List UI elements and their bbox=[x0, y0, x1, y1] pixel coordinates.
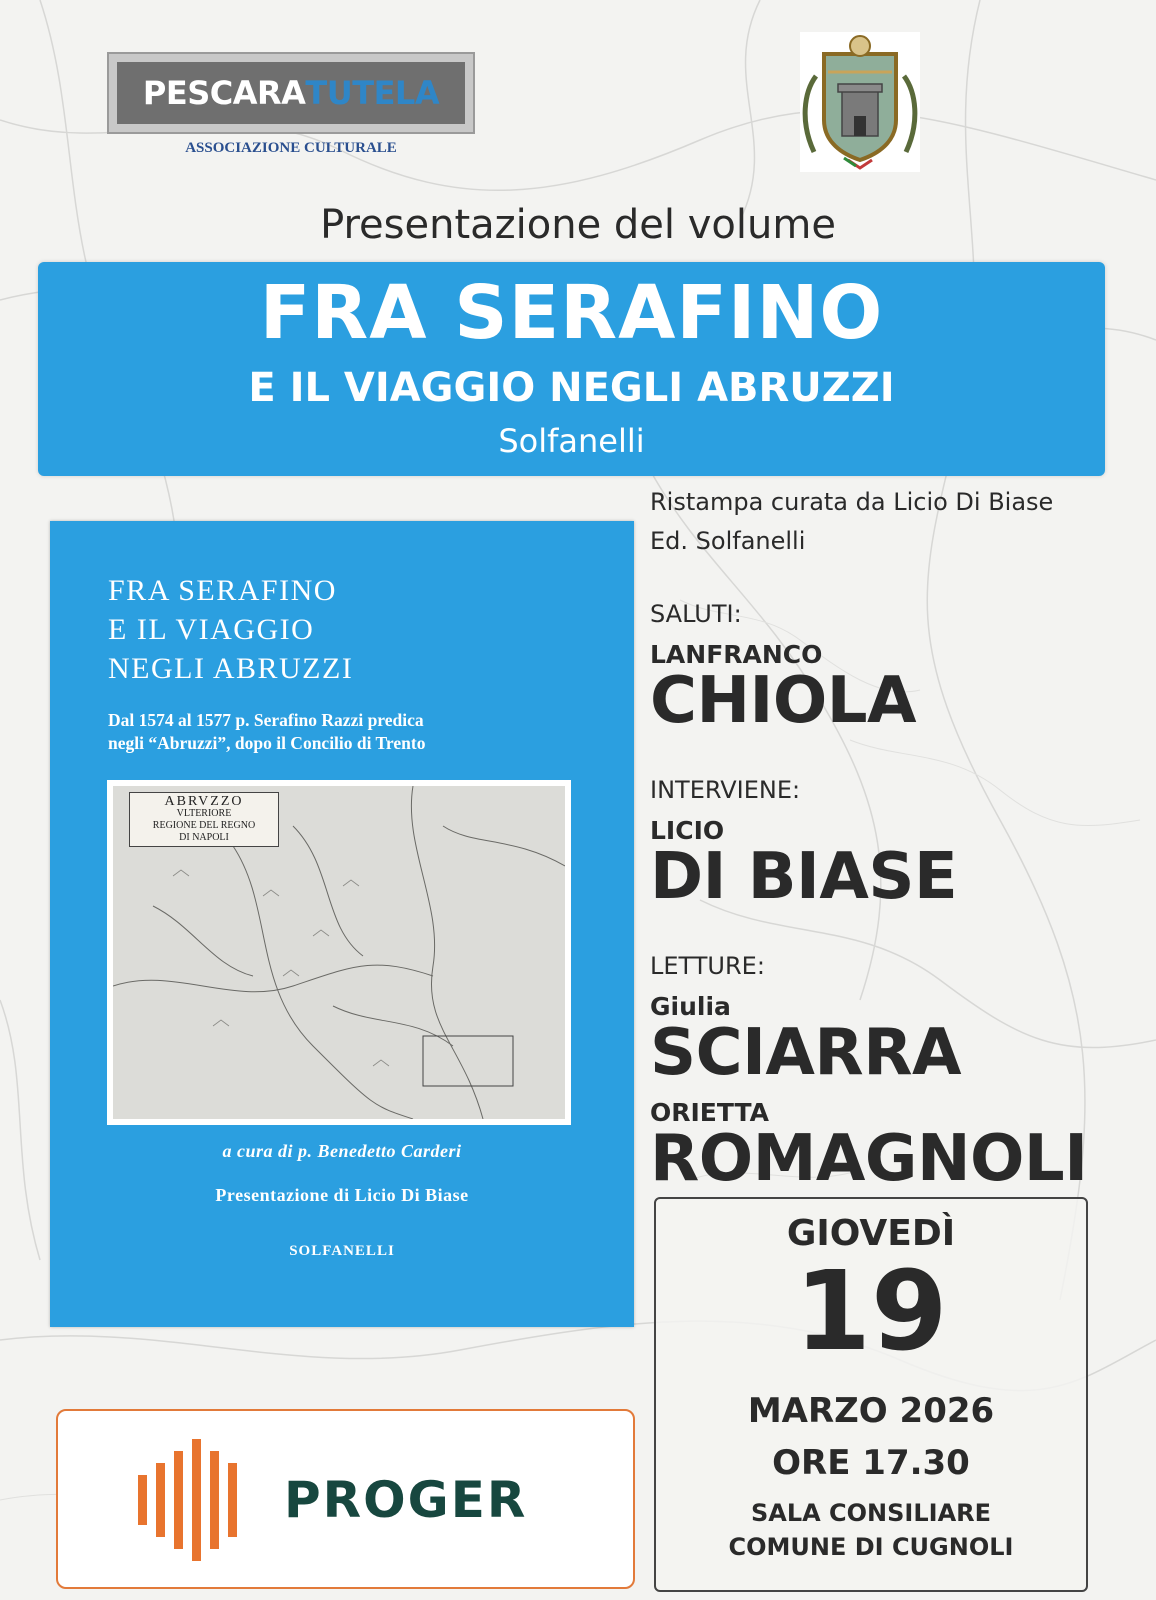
cover-title bbox=[108, 571, 353, 688]
event-time: ORE 17.30 bbox=[772, 1443, 970, 1483]
logo-word-tutela: TUTELA bbox=[305, 74, 440, 112]
cover-description bbox=[108, 709, 425, 755]
saluti-label: SALUTI: bbox=[650, 600, 742, 628]
cover-map-image bbox=[107, 780, 571, 1125]
presentation-subtitle: Presentazione del volume bbox=[320, 202, 836, 248]
cover-description-line: negli “Abruzzi”, dopo il Concilio di Trento bbox=[108, 733, 426, 753]
interviene-last-name: DI BIASE bbox=[650, 840, 958, 914]
interviene-first-name: LICIO bbox=[650, 816, 725, 845]
cartouche-line: REGIONE DEL REGNO bbox=[152, 820, 256, 831]
cover-title-line: NEGLI ABRUZZI bbox=[108, 652, 354, 685]
letture2-last-name: ROMAGNOLI bbox=[650, 1122, 1088, 1196]
proger-stripes-logo-icon bbox=[138, 1435, 268, 1565]
cover-map-cartouche bbox=[129, 792, 279, 847]
pescara-tutela-logo bbox=[107, 52, 475, 134]
cover-curator: a cura di p. Benedetto Carderi bbox=[222, 1141, 462, 1161]
letture1-first-name: Giulia bbox=[650, 992, 731, 1021]
saluti-first-name: LANFRANCO bbox=[650, 640, 823, 669]
cover-title-line: FRA SERAFINO bbox=[108, 574, 337, 607]
cartouche-line: VLTERIORE bbox=[176, 808, 232, 819]
edition-line-2: Ed. Solfanelli bbox=[650, 527, 806, 555]
letture-label: LETTURE: bbox=[650, 952, 765, 980]
event-venue-line-2: COMUNE DI CUGNOLI bbox=[728, 1533, 1014, 1561]
municipal-crest-icon bbox=[800, 32, 920, 172]
letture1-last-name: SCIARRA bbox=[650, 1016, 961, 1090]
book-cover bbox=[50, 521, 634, 1327]
banner-title: FRA SERAFINO bbox=[259, 270, 884, 356]
logo-word-pescara: PESCARA bbox=[142, 74, 306, 112]
cover-presentation: Presentazione di Licio Di Biase bbox=[215, 1185, 469, 1205]
event-weekday: GIOVEDÌ bbox=[786, 1213, 956, 1254]
sponsor-name: PROGER bbox=[284, 1471, 528, 1529]
event-venue-line-1: SALA CONSILIARE bbox=[750, 1499, 992, 1527]
cover-publisher: SOLFANELLI bbox=[289, 1243, 395, 1259]
title-banner bbox=[38, 262, 1105, 476]
letture2-first-name: ORIETTA bbox=[650, 1098, 769, 1127]
cartouche-line: DI NAPOLI bbox=[179, 832, 229, 843]
cover-title-line: E IL VIAGGIO bbox=[108, 613, 315, 646]
sponsor-box bbox=[56, 1409, 635, 1589]
logo-tagline: ASSOCIAZIONE CULTURALE bbox=[185, 140, 397, 156]
event-month-year: MARZO 2026 bbox=[747, 1391, 995, 1431]
cartouche-line: ABRVZZO bbox=[164, 794, 244, 809]
banner-publisher: Solfanelli bbox=[498, 422, 645, 460]
event-date-box bbox=[654, 1197, 1088, 1592]
cover-description-line: Dal 1574 al 1577 p. Serafino Razzi predica bbox=[108, 710, 424, 730]
event-day: 19 bbox=[794, 1247, 948, 1375]
banner-subtitle: E IL VIAGGIO NEGLI ABRUZZI bbox=[248, 365, 895, 411]
interviene-label: INTERVIENE: bbox=[650, 776, 801, 804]
saluti-last-name: CHIOLA bbox=[650, 664, 917, 738]
edition-line-1: Ristampa curata da Licio Di Biase bbox=[650, 488, 1054, 516]
